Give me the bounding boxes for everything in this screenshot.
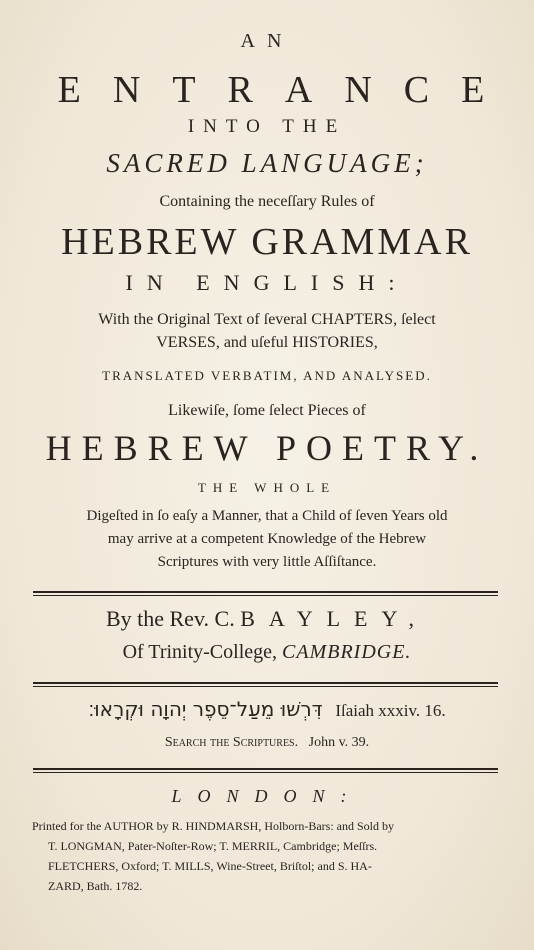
title-into-the: INTO THE: [187, 116, 347, 137]
epigraph-english: Search the Scriptures.: [164, 735, 299, 750]
college-prefix: Of Trinity-College,: [122, 641, 278, 663]
description-verses-line: VERSES, and uſeful HISTORIES,: [156, 334, 378, 351]
epigraph-english-ref: John v. 39.: [308, 735, 370, 750]
imprint-line-1: Printed for the AUTHOR by R. HINDMARSH, Holborn-Bars: and Sold by: [32, 819, 394, 833]
description-the-whole: THE WHOLE: [197, 480, 337, 495]
description-scriptures: Scriptures with very little Aſſiſtance.: [157, 554, 377, 570]
title-an: AN: [240, 30, 294, 52]
description-translated: TRANSLATED VERBATIM, AND ANALYSED.: [102, 368, 432, 383]
title-in-english: IN ENGLISH:: [125, 270, 409, 295]
title-hebrew-poetry: HEBREW POETRY.: [45, 428, 489, 468]
imprint-line-3: FLETCHERS, Oxford; T. MILLS, Wine-Street, Briſtol; and S. HA-: [48, 859, 372, 873]
subtitle-containing: Containing the neceſſary Rules of: [159, 193, 375, 210]
imprint-place: LONDON:: [171, 786, 363, 806]
imprint-line-4: ZARD, Bath. 1782.: [48, 879, 143, 893]
college-place: CAMBRIDGE.: [282, 641, 412, 663]
author-name: BAYLEY,: [240, 606, 429, 631]
divider-rule: [33, 768, 498, 773]
epigraph-hebrew-line: [0, 697, 534, 721]
divider-rule: [33, 682, 498, 687]
description-with-line: With the Original Text of ſeveral CHAPTERS, ſelect: [98, 311, 436, 328]
epigraph-hebrew-ref: Iſaiah xxxiv. 16.: [335, 701, 446, 720]
divider-rule: [33, 591, 498, 596]
title-entrance: ENTRANCE: [57, 69, 517, 111]
title-sacred-language: SACRED LANGUAGE;: [106, 148, 428, 178]
title-hebrew-grammar: HEBREW GRAMMAR: [61, 221, 473, 263]
epigraph-english-line: [0, 735, 534, 751]
description-likewise: Likewiſe, ſome ſelect Pieces of: [168, 402, 366, 419]
epigraph-hebrew: דִּרְשׁוּ מֵעַל־סֵפֶר יְהוָה וּקְרָאוּ׃: [88, 697, 323, 721]
description-digested: Digeſted in ſo eaſy a Manner, that a Child of ſeven Years old: [86, 508, 448, 524]
imprint-line-2: T. LONGMAN, Pater-Noſter-Row; T. MERRIL, Cambridge; Meſſrs.: [48, 839, 378, 853]
author-line: [0, 606, 534, 632]
author-by: By the Rev. C.: [105, 606, 235, 631]
description-arrive: may arrive at a competent Knowledge of the Hebrew: [107, 531, 427, 547]
college-line: [0, 641, 534, 664]
